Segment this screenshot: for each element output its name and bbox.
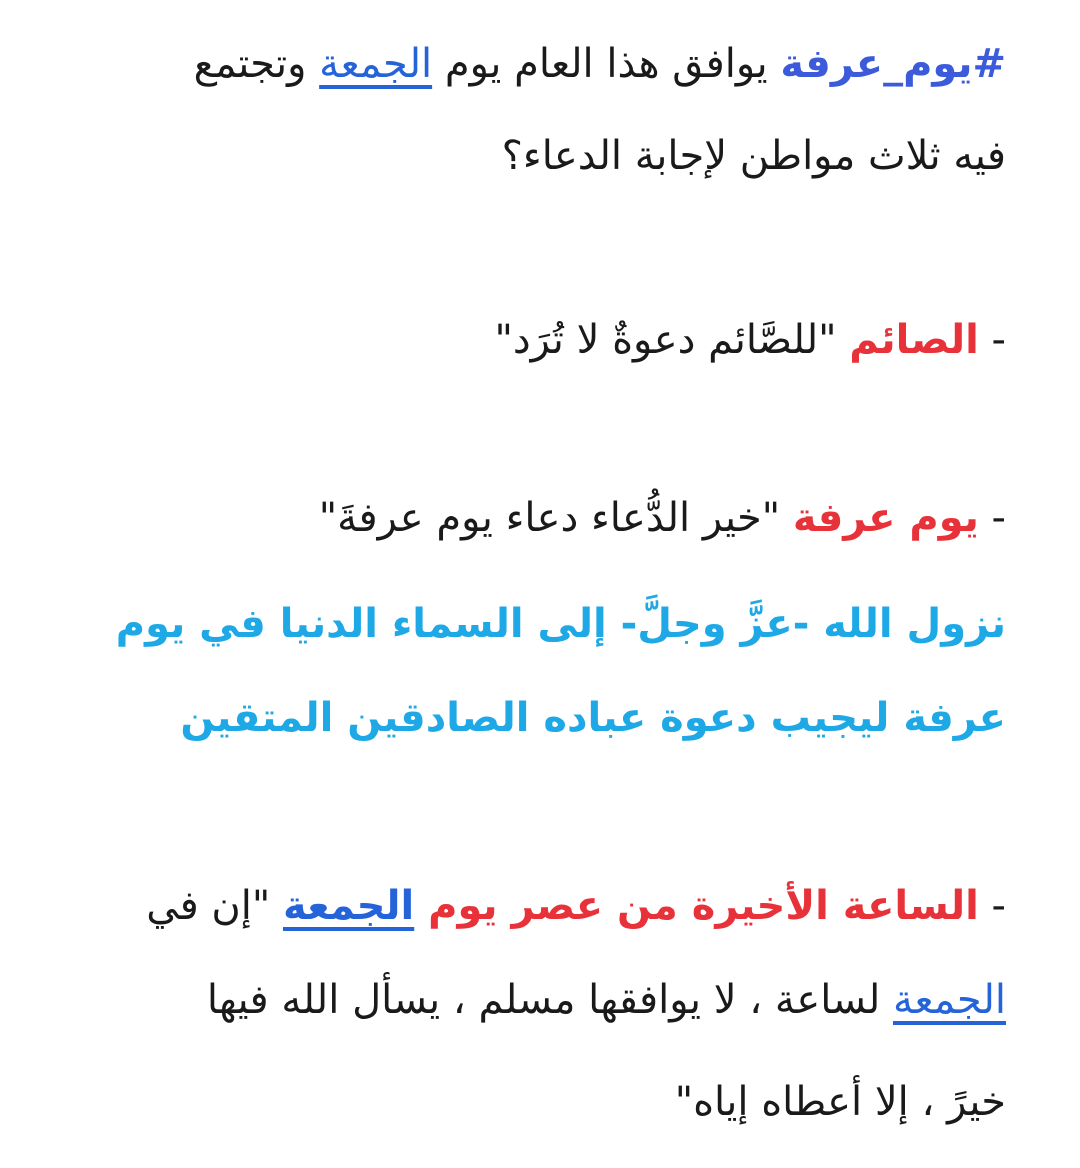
item-last-hour-line-2-text: لساعة ، لا يوافقها مسلم ، يسأل الله فيها xyxy=(206,977,893,1023)
bullet-dash: - xyxy=(978,495,1006,541)
item-last-hour xyxy=(70,864,1006,948)
bullet-dash: - xyxy=(978,317,1006,363)
item-last-hour-title: الساعة الأخيرة من عصر يوم xyxy=(414,883,979,929)
item-last-hour-line-2 xyxy=(70,958,1006,1042)
item-last-hour-quote-start: "إن في xyxy=(146,883,284,929)
item-arafah-note-line-2: عرفة ليجيب دعوة عباده الصادقين المتقين xyxy=(180,695,1006,741)
jumuah-link[interactable]: الجمعة xyxy=(283,883,415,929)
item-fasting-quote: "للصَّائم دعوةٌ لا تُرَد" xyxy=(494,317,850,363)
bullet-dash: - xyxy=(978,883,1006,929)
hashtag-link[interactable]: #يوم_عرفة xyxy=(780,41,1006,87)
intro-text-b: وتجتمع xyxy=(193,41,320,87)
item-fasting-title: الصائم xyxy=(849,317,979,363)
item-arafah-title: يوم عرفة xyxy=(792,495,979,541)
item-arafah-note-line-1: نزول الله -عزَّ وجلَّ- إلى السماء الدنيا في يوم xyxy=(115,601,1006,647)
item-last-hour-line-3: خيرً ، إلا أعطاه إياه" xyxy=(674,1079,1006,1125)
intro-line-2: فيه ثلاث مواطن لإجابة الدعاء؟ xyxy=(501,133,1006,179)
jumuah-link[interactable]: الجمعة xyxy=(319,41,433,87)
intro-text-a: يوافق هذا العام يوم xyxy=(432,41,781,87)
intro-line-1 xyxy=(70,22,1006,106)
item-arafah-quote: "خير الدُّعاء دعاء يوم عرفةَ" xyxy=(318,495,793,541)
jumuah-link[interactable]: الجمعة xyxy=(893,977,1006,1023)
item-arafah xyxy=(70,476,1006,560)
item-fasting xyxy=(70,298,1006,382)
